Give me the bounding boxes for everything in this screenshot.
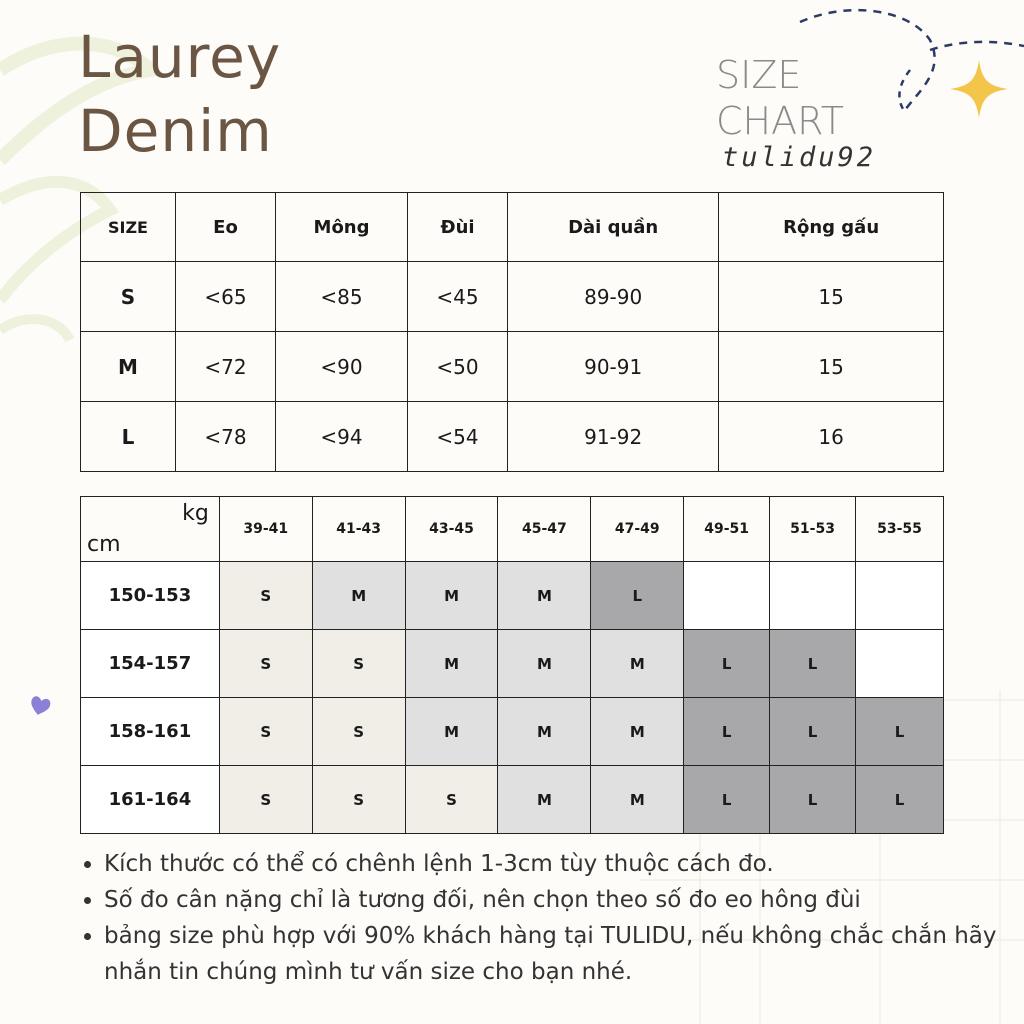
thigh-cell: <50 <box>408 332 508 402</box>
sparkle-icon <box>948 58 1010 120</box>
table-row <box>81 262 944 332</box>
table-row <box>81 766 944 834</box>
fit-cell: L <box>684 698 770 766</box>
hip-cell: <90 <box>276 332 408 402</box>
length-cell: 90-91 <box>508 332 719 402</box>
heart-icon <box>28 694 52 718</box>
fit-cell: L <box>770 630 856 698</box>
fit-cell: L <box>856 766 944 834</box>
weight-header: 49-51 <box>684 497 770 562</box>
badge-line-2: CHART <box>716 99 844 143</box>
table-row <box>81 698 944 766</box>
fit-cell: S <box>312 630 405 698</box>
badge-line-1: SIZE <box>716 53 802 97</box>
fit-cell <box>856 562 944 630</box>
fit-cell: M <box>498 766 591 834</box>
hem-cell: 15 <box>719 332 944 402</box>
fit-cell: M <box>312 562 405 630</box>
header-waist: Eo <box>175 193 275 262</box>
fit-cell: L <box>684 766 770 834</box>
shop-handle: tulidu92 <box>722 142 877 173</box>
weight-header: 39-41 <box>219 497 312 562</box>
fit-cell: S <box>219 630 312 698</box>
fit-cell <box>856 630 944 698</box>
kg-label: kg <box>182 501 209 526</box>
thigh-cell: <54 <box>408 402 508 472</box>
table-row <box>81 630 944 698</box>
brand-title <box>78 20 281 168</box>
height-weight-fit-table <box>80 496 944 834</box>
fit-cell: M <box>591 630 684 698</box>
brand-line-1: Laurey <box>78 23 282 91</box>
weight-header: 45-47 <box>498 497 591 562</box>
weight-header: 43-45 <box>405 497 498 562</box>
fit-cell: S <box>405 766 498 834</box>
waist-cell: <65 <box>175 262 275 332</box>
weight-header: 41-43 <box>312 497 405 562</box>
header-length: Dài quần <box>508 193 719 262</box>
fit-cell <box>770 562 856 630</box>
header-thigh: Đùi <box>408 193 508 262</box>
note-item: • Kích thước có thể có chênh lệnh 1-3cm tùy thuộc cách đo. <box>104 846 1024 882</box>
fit-cell: S <box>312 698 405 766</box>
length-cell: 89-90 <box>508 262 719 332</box>
fit-cell: M <box>405 630 498 698</box>
height-cell: 154-157 <box>81 630 220 698</box>
header-hem: Rộng gấu <box>719 193 944 262</box>
fit-table-header-row <box>81 497 944 562</box>
fit-cell: M <box>405 562 498 630</box>
height-cell: 158-161 <box>81 698 220 766</box>
fit-cell: M <box>591 698 684 766</box>
fit-cell: M <box>498 630 591 698</box>
weight-header: 51-53 <box>770 497 856 562</box>
table-row <box>81 562 944 630</box>
table-row <box>81 402 944 472</box>
height-cell: 161-164 <box>81 766 220 834</box>
note-item: • bảng size phù hợp với 90% khách hàng tại TULIDU, nếu không chắc chắn hãy nhắn tin chúng mình tư vấn size cho bạn nhé. <box>104 918 1024 990</box>
fit-cell: L <box>770 698 856 766</box>
fit-cell: M <box>591 766 684 834</box>
size-table-header-row <box>81 193 944 262</box>
fit-cell: S <box>219 698 312 766</box>
header-size: SIZE <box>81 193 176 262</box>
notes-list <box>80 846 1024 990</box>
fit-cell: S <box>312 766 405 834</box>
thigh-cell: <45 <box>408 262 508 332</box>
hem-cell: 15 <box>719 262 944 332</box>
weight-header: 53-55 <box>856 497 944 562</box>
table-row <box>81 332 944 402</box>
brand-line-2: Denim <box>78 97 273 165</box>
hip-cell: <94 <box>276 402 408 472</box>
cm-label: cm <box>87 532 121 557</box>
corner-cell <box>81 497 220 562</box>
hem-cell: 16 <box>719 402 944 472</box>
fit-cell: M <box>498 698 591 766</box>
size-cell: M <box>81 332 176 402</box>
size-chart-badge <box>716 52 844 144</box>
length-cell: 91-92 <box>508 402 719 472</box>
hip-cell: <85 <box>276 262 408 332</box>
fit-cell: S <box>219 562 312 630</box>
fit-cell: L <box>770 766 856 834</box>
fit-cell: S <box>219 766 312 834</box>
waist-cell: <72 <box>175 332 275 402</box>
fit-cell <box>684 562 770 630</box>
fit-cell: L <box>856 698 944 766</box>
fit-cell: L <box>591 562 684 630</box>
note-item: • Số đo cân nặng chỉ là tương đối, nên chọn theo số đo eo hông đùi <box>104 882 1024 918</box>
weight-header: 47-49 <box>591 497 684 562</box>
fit-cell: M <box>405 698 498 766</box>
size-cell: L <box>81 402 176 472</box>
header-hip: Mông <box>276 193 408 262</box>
waist-cell: <78 <box>175 402 275 472</box>
size-cell: S <box>81 262 176 332</box>
size-measurement-table <box>80 192 944 472</box>
height-cell: 150-153 <box>81 562 220 630</box>
fit-cell: M <box>498 562 591 630</box>
fit-cell: L <box>684 630 770 698</box>
